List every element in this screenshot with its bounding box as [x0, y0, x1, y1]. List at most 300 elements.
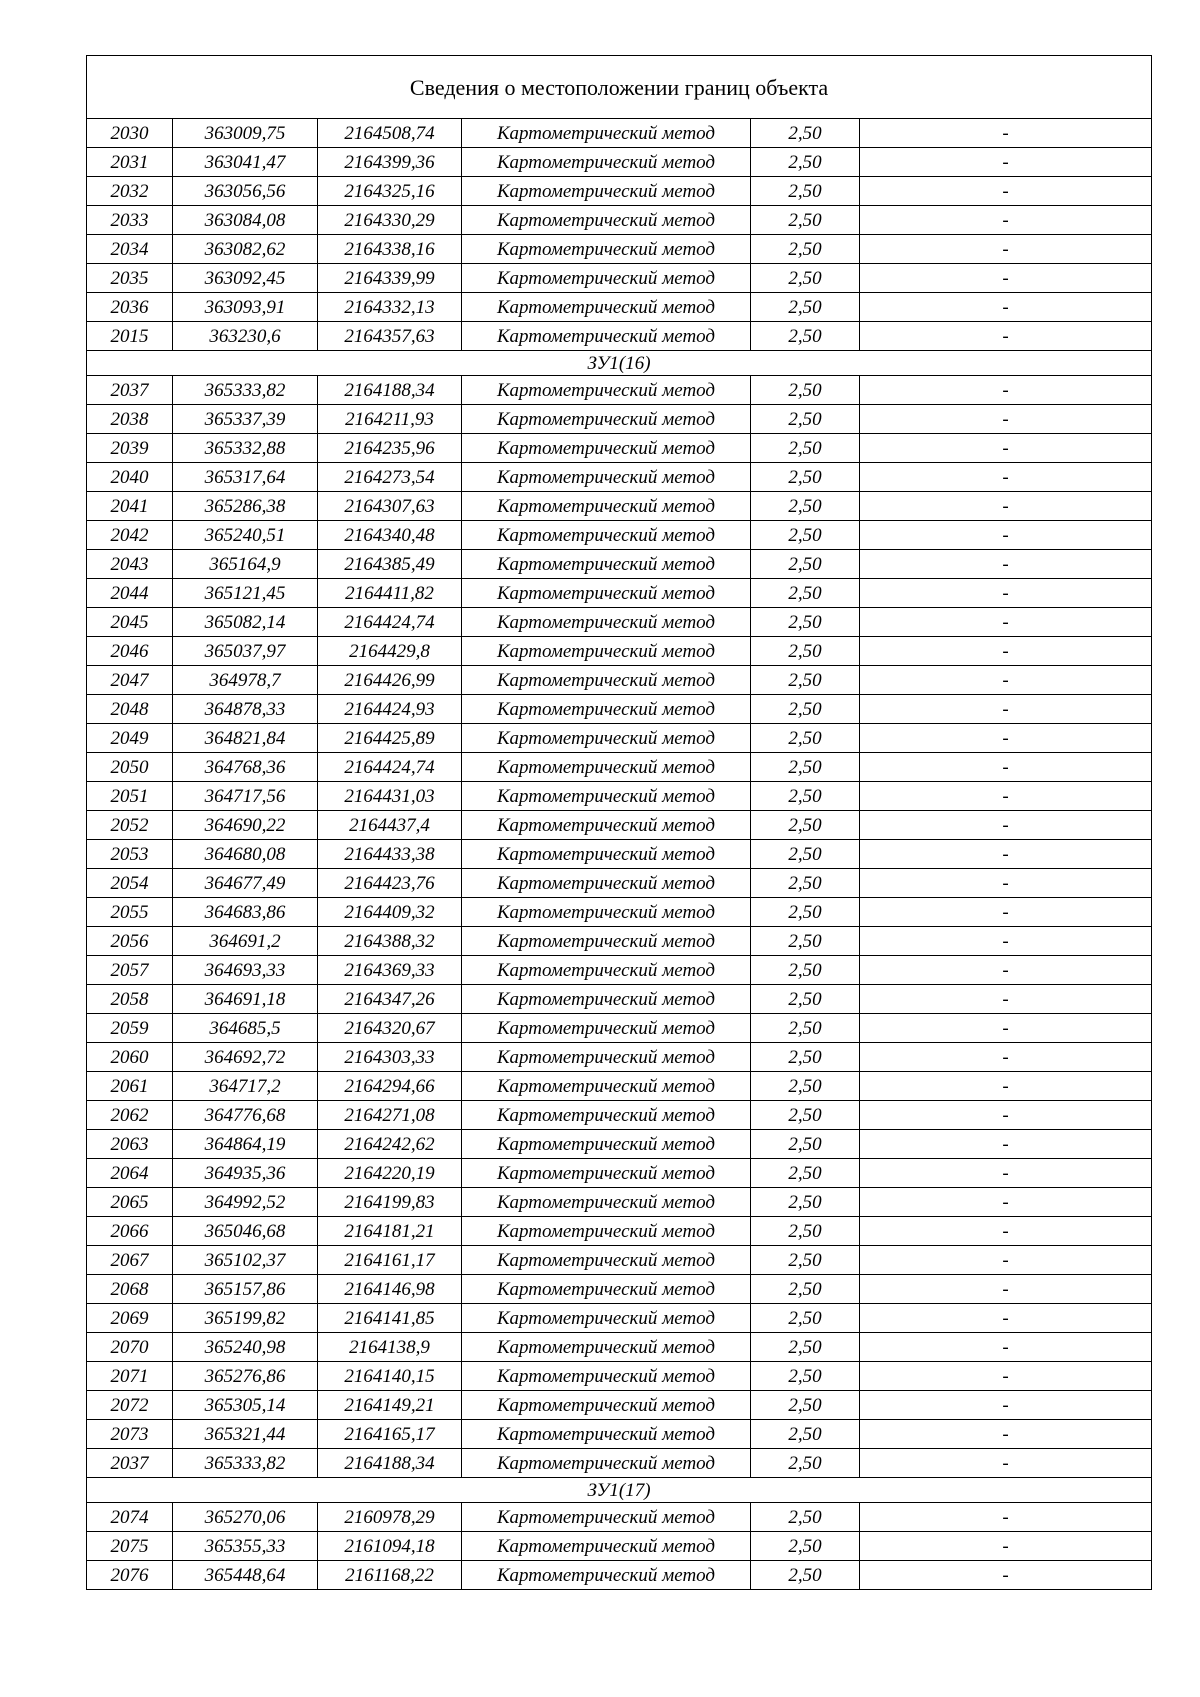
y-coordinate-cell: 2164146,98	[318, 1275, 462, 1304]
point-number-cell: 2064	[87, 1159, 173, 1188]
method-cell: Картометрический метод	[462, 293, 751, 322]
accuracy-cell: 2,50	[751, 840, 860, 869]
point-number-cell: 2054	[87, 869, 173, 898]
x-coordinate-cell: 365157,86	[173, 1275, 318, 1304]
x-coordinate-cell: 365337,39	[173, 405, 318, 434]
accuracy-cell: 2,50	[751, 293, 860, 322]
description-cell: -	[860, 235, 1152, 264]
description-cell: -	[860, 119, 1152, 148]
description-cell: -	[860, 1561, 1152, 1590]
y-coordinate-cell: 2164138,9	[318, 1333, 462, 1362]
table-row	[87, 782, 1152, 811]
table-row	[87, 898, 1152, 927]
table-row	[87, 264, 1152, 293]
method-cell: Картометрический метод	[462, 322, 751, 351]
point-number-cell: 2056	[87, 927, 173, 956]
table-row	[87, 322, 1152, 351]
point-number-cell: 2048	[87, 695, 173, 724]
point-number-cell: 2057	[87, 956, 173, 985]
description-cell: -	[860, 1275, 1152, 1304]
x-coordinate-cell: 364717,2	[173, 1072, 318, 1101]
point-number-cell: 2040	[87, 463, 173, 492]
y-coordinate-cell: 2164273,54	[318, 463, 462, 492]
point-number-cell: 2060	[87, 1043, 173, 1072]
accuracy-cell: 2,50	[751, 1217, 860, 1246]
y-coordinate-cell: 2164385,49	[318, 550, 462, 579]
description-cell: -	[860, 148, 1152, 177]
accuracy-cell: 2,50	[751, 521, 860, 550]
x-coordinate-cell: 364685,5	[173, 1014, 318, 1043]
table-row	[87, 724, 1152, 753]
y-coordinate-cell: 2164369,33	[318, 956, 462, 985]
table-row	[87, 492, 1152, 521]
table-row	[87, 1362, 1152, 1391]
point-number-cell: 2073	[87, 1420, 173, 1449]
x-coordinate-cell: 364768,36	[173, 753, 318, 782]
y-coordinate-cell: 2164220,19	[318, 1159, 462, 1188]
x-coordinate-cell: 363230,6	[173, 322, 318, 351]
y-coordinate-cell: 2164423,76	[318, 869, 462, 898]
description-cell: -	[860, 1391, 1152, 1420]
table-row	[87, 1503, 1152, 1532]
table-row	[87, 1246, 1152, 1275]
y-coordinate-cell: 2164437,4	[318, 811, 462, 840]
point-number-cell: 2043	[87, 550, 173, 579]
description-cell: -	[860, 1246, 1152, 1275]
y-coordinate-cell: 2164399,36	[318, 148, 462, 177]
section-heading: ЗУ1(17)	[87, 1478, 1152, 1503]
accuracy-cell: 2,50	[751, 1333, 860, 1362]
description-cell: -	[860, 1188, 1152, 1217]
accuracy-cell: 2,50	[751, 206, 860, 235]
x-coordinate-cell: 364717,56	[173, 782, 318, 811]
description-cell: -	[860, 206, 1152, 235]
accuracy-cell: 2,50	[751, 1275, 860, 1304]
method-cell: Картометрический метод	[462, 1449, 751, 1478]
method-cell: Картометрический метод	[462, 1503, 751, 1532]
method-cell: Картометрический метод	[462, 1420, 751, 1449]
description-cell: -	[860, 1159, 1152, 1188]
x-coordinate-cell: 365270,06	[173, 1503, 318, 1532]
table-row	[87, 956, 1152, 985]
method-cell: Картометрический метод	[462, 1217, 751, 1246]
y-coordinate-cell: 2164433,38	[318, 840, 462, 869]
x-coordinate-cell: 364864,19	[173, 1130, 318, 1159]
table-row	[87, 927, 1152, 956]
x-coordinate-cell: 365332,88	[173, 434, 318, 463]
point-number-cell: 2036	[87, 293, 173, 322]
table-row	[87, 235, 1152, 264]
y-coordinate-cell: 2164294,66	[318, 1072, 462, 1101]
point-number-cell: 2062	[87, 1101, 173, 1130]
y-coordinate-cell: 2164425,89	[318, 724, 462, 753]
accuracy-cell: 2,50	[751, 434, 860, 463]
x-coordinate-cell: 364677,49	[173, 869, 318, 898]
method-cell: Картометрический метод	[462, 1072, 751, 1101]
x-coordinate-cell: 364680,08	[173, 840, 318, 869]
accuracy-cell: 2,50	[751, 1304, 860, 1333]
x-coordinate-cell: 364776,68	[173, 1101, 318, 1130]
y-coordinate-cell: 2164424,74	[318, 753, 462, 782]
x-coordinate-cell: 363084,08	[173, 206, 318, 235]
method-cell: Картометрический метод	[462, 724, 751, 753]
x-coordinate-cell: 363082,62	[173, 235, 318, 264]
y-coordinate-cell: 2164307,63	[318, 492, 462, 521]
point-number-cell: 2075	[87, 1532, 173, 1561]
x-coordinate-cell: 364821,84	[173, 724, 318, 753]
x-coordinate-cell: 364683,86	[173, 898, 318, 927]
method-cell: Картометрический метод	[462, 463, 751, 492]
accuracy-cell: 2,50	[751, 148, 860, 177]
description-cell: -	[860, 637, 1152, 666]
description-cell: -	[860, 724, 1152, 753]
method-cell: Картометрический метод	[462, 148, 751, 177]
method-cell: Картометрический метод	[462, 521, 751, 550]
point-number-cell: 2041	[87, 492, 173, 521]
method-cell: Картометрический метод	[462, 492, 751, 521]
point-number-cell: 2072	[87, 1391, 173, 1420]
method-cell: Картометрический метод	[462, 264, 751, 293]
description-cell: -	[860, 869, 1152, 898]
x-coordinate-cell: 364935,36	[173, 1159, 318, 1188]
accuracy-cell: 2,50	[751, 811, 860, 840]
description-cell: -	[860, 463, 1152, 492]
y-coordinate-cell: 2164508,74	[318, 119, 462, 148]
accuracy-cell: 2,50	[751, 376, 860, 405]
point-number-cell: 2052	[87, 811, 173, 840]
table-row	[87, 1014, 1152, 1043]
description-cell: -	[860, 1449, 1152, 1478]
x-coordinate-cell: 365199,82	[173, 1304, 318, 1333]
method-cell: Картометрический метод	[462, 753, 751, 782]
point-number-cell: 2065	[87, 1188, 173, 1217]
table-row	[87, 840, 1152, 869]
y-coordinate-cell: 2164165,17	[318, 1420, 462, 1449]
method-cell: Картометрический метод	[462, 1333, 751, 1362]
description-cell: -	[860, 753, 1152, 782]
method-cell: Картометрический метод	[462, 637, 751, 666]
table-row	[87, 1130, 1152, 1159]
table-row	[87, 1420, 1152, 1449]
x-coordinate-cell: 364691,18	[173, 985, 318, 1014]
table-row	[87, 579, 1152, 608]
table-row	[87, 666, 1152, 695]
point-number-cell: 2076	[87, 1561, 173, 1590]
accuracy-cell: 2,50	[751, 1101, 860, 1130]
method-cell: Картометрический метод	[462, 550, 751, 579]
method-cell: Картометрический метод	[462, 1188, 751, 1217]
x-coordinate-cell: 364693,33	[173, 956, 318, 985]
table-row	[87, 1101, 1152, 1130]
description-cell: -	[860, 927, 1152, 956]
description-cell: -	[860, 666, 1152, 695]
accuracy-cell: 2,50	[751, 235, 860, 264]
accuracy-cell: 2,50	[751, 1561, 860, 1590]
accuracy-cell: 2,50	[751, 985, 860, 1014]
table-title: Сведения о местоположении границ объекта	[87, 56, 1152, 119]
method-cell: Картометрический метод	[462, 869, 751, 898]
point-number-cell: 2042	[87, 521, 173, 550]
point-number-cell: 2067	[87, 1246, 173, 1275]
table-row	[87, 376, 1152, 405]
accuracy-cell: 2,50	[751, 898, 860, 927]
point-number-cell: 2039	[87, 434, 173, 463]
accuracy-cell: 2,50	[751, 1449, 860, 1478]
accuracy-cell: 2,50	[751, 956, 860, 985]
y-coordinate-cell: 2164388,32	[318, 927, 462, 956]
method-cell: Картометрический метод	[462, 177, 751, 206]
method-cell: Картометрический метод	[462, 1014, 751, 1043]
point-number-cell: 2045	[87, 608, 173, 637]
method-cell: Картометрический метод	[462, 1275, 751, 1304]
table-row	[87, 1159, 1152, 1188]
accuracy-cell: 2,50	[751, 492, 860, 521]
x-coordinate-cell: 365355,33	[173, 1532, 318, 1561]
x-coordinate-cell: 365448,64	[173, 1561, 318, 1590]
y-coordinate-cell: 2164149,21	[318, 1391, 462, 1420]
method-cell: Картометрический метод	[462, 1362, 751, 1391]
point-number-cell: 2049	[87, 724, 173, 753]
accuracy-cell: 2,50	[751, 695, 860, 724]
point-number-cell: 2061	[87, 1072, 173, 1101]
method-cell: Картометрический метод	[462, 608, 751, 637]
table-row	[87, 695, 1152, 724]
y-coordinate-cell: 2164409,32	[318, 898, 462, 927]
accuracy-cell: 2,50	[751, 119, 860, 148]
method-cell: Картометрический метод	[462, 927, 751, 956]
y-coordinate-cell: 2164347,26	[318, 985, 462, 1014]
description-cell: -	[860, 579, 1152, 608]
table-row	[87, 119, 1152, 148]
description-cell: -	[860, 434, 1152, 463]
method-cell: Картометрический метод	[462, 1532, 751, 1561]
table-row	[87, 1532, 1152, 1561]
accuracy-cell: 2,50	[751, 579, 860, 608]
accuracy-cell: 2,50	[751, 753, 860, 782]
description-cell: -	[860, 1072, 1152, 1101]
method-cell: Картометрический метод	[462, 985, 751, 1014]
accuracy-cell: 2,50	[751, 550, 860, 579]
method-cell: Картометрический метод	[462, 119, 751, 148]
point-number-cell: 2051	[87, 782, 173, 811]
description-cell: -	[860, 293, 1152, 322]
x-coordinate-cell: 365240,51	[173, 521, 318, 550]
accuracy-cell: 2,50	[751, 463, 860, 492]
description-cell: -	[860, 956, 1152, 985]
point-number-cell: 2037	[87, 1449, 173, 1478]
boundary-table	[86, 55, 1152, 1590]
table-row	[87, 985, 1152, 1014]
accuracy-cell: 2,50	[751, 264, 860, 293]
accuracy-cell: 2,50	[751, 1043, 860, 1072]
method-cell: Картометрический метод	[462, 434, 751, 463]
table-row	[87, 753, 1152, 782]
x-coordinate-cell: 365082,14	[173, 608, 318, 637]
accuracy-cell: 2,50	[751, 1503, 860, 1532]
table-row	[87, 405, 1152, 434]
method-cell: Картометрический метод	[462, 579, 751, 608]
point-number-cell: 2050	[87, 753, 173, 782]
y-coordinate-cell: 2164325,16	[318, 177, 462, 206]
accuracy-cell: 2,50	[751, 608, 860, 637]
section-heading-row	[87, 1478, 1152, 1503]
method-cell: Картометрический метод	[462, 1101, 751, 1130]
description-cell: -	[860, 376, 1152, 405]
x-coordinate-cell: 363041,47	[173, 148, 318, 177]
y-coordinate-cell: 2164431,03	[318, 782, 462, 811]
y-coordinate-cell: 2164357,63	[318, 322, 462, 351]
accuracy-cell: 2,50	[751, 927, 860, 956]
table-row	[87, 811, 1152, 840]
point-number-cell: 2035	[87, 264, 173, 293]
table-body	[87, 56, 1152, 1590]
x-coordinate-cell: 365102,37	[173, 1246, 318, 1275]
y-coordinate-cell: 2164340,48	[318, 521, 462, 550]
point-number-cell: 2044	[87, 579, 173, 608]
table-row	[87, 1072, 1152, 1101]
method-cell: Картометрический метод	[462, 1159, 751, 1188]
x-coordinate-cell: 365046,68	[173, 1217, 318, 1246]
method-cell: Картометрический метод	[462, 1130, 751, 1159]
table-row	[87, 434, 1152, 463]
table-row	[87, 293, 1152, 322]
accuracy-cell: 2,50	[751, 1188, 860, 1217]
x-coordinate-cell: 365333,82	[173, 1449, 318, 1478]
section-heading: ЗУ1(16)	[87, 351, 1152, 376]
y-coordinate-cell: 2160978,29	[318, 1503, 462, 1532]
x-coordinate-cell: 363093,91	[173, 293, 318, 322]
accuracy-cell: 2,50	[751, 405, 860, 434]
point-number-cell: 2034	[87, 235, 173, 264]
y-coordinate-cell: 2164188,34	[318, 1449, 462, 1478]
accuracy-cell: 2,50	[751, 782, 860, 811]
accuracy-cell: 2,50	[751, 869, 860, 898]
table-row	[87, 1333, 1152, 1362]
description-cell: -	[860, 1217, 1152, 1246]
y-coordinate-cell: 2161168,22	[318, 1561, 462, 1590]
y-coordinate-cell: 2164161,17	[318, 1246, 462, 1275]
point-number-cell: 2070	[87, 1333, 173, 1362]
y-coordinate-cell: 2164332,13	[318, 293, 462, 322]
y-coordinate-cell: 2164320,67	[318, 1014, 462, 1043]
description-cell: -	[860, 1304, 1152, 1333]
point-number-cell: 2053	[87, 840, 173, 869]
point-number-cell: 2037	[87, 376, 173, 405]
description-cell: -	[860, 840, 1152, 869]
description-cell: -	[860, 1532, 1152, 1561]
method-cell: Картометрический метод	[462, 1043, 751, 1072]
x-coordinate-cell: 364992,52	[173, 1188, 318, 1217]
accuracy-cell: 2,50	[751, 1014, 860, 1043]
point-number-cell: 2031	[87, 148, 173, 177]
x-coordinate-cell: 365121,45	[173, 579, 318, 608]
accuracy-cell: 2,50	[751, 1532, 860, 1561]
description-cell: -	[860, 608, 1152, 637]
x-coordinate-cell: 365286,38	[173, 492, 318, 521]
table-row	[87, 463, 1152, 492]
point-number-cell: 2058	[87, 985, 173, 1014]
point-number-cell: 2015	[87, 322, 173, 351]
table-row	[87, 177, 1152, 206]
y-coordinate-cell: 2164411,82	[318, 579, 462, 608]
y-coordinate-cell: 2164199,83	[318, 1188, 462, 1217]
point-number-cell: 2063	[87, 1130, 173, 1159]
y-coordinate-cell: 2164211,93	[318, 405, 462, 434]
x-coordinate-cell: 365321,44	[173, 1420, 318, 1449]
method-cell: Картометрический метод	[462, 235, 751, 264]
method-cell: Картометрический метод	[462, 405, 751, 434]
y-coordinate-cell: 2164338,16	[318, 235, 462, 264]
y-coordinate-cell: 2164235,96	[318, 434, 462, 463]
description-cell: -	[860, 1043, 1152, 1072]
accuracy-cell: 2,50	[751, 724, 860, 753]
x-coordinate-cell: 364691,2	[173, 927, 318, 956]
point-number-cell: 2038	[87, 405, 173, 434]
point-number-cell: 2074	[87, 1503, 173, 1532]
description-cell: -	[860, 811, 1152, 840]
description-cell: -	[860, 322, 1152, 351]
title-row	[87, 56, 1152, 119]
x-coordinate-cell: 363009,75	[173, 119, 318, 148]
description-cell: -	[860, 985, 1152, 1014]
description-cell: -	[860, 550, 1152, 579]
method-cell: Картометрический метод	[462, 782, 751, 811]
point-number-cell: 2059	[87, 1014, 173, 1043]
accuracy-cell: 2,50	[751, 637, 860, 666]
point-number-cell: 2046	[87, 637, 173, 666]
description-cell: -	[860, 177, 1152, 206]
table-row	[87, 1188, 1152, 1217]
y-coordinate-cell: 2161094,18	[318, 1532, 462, 1561]
y-coordinate-cell: 2164424,93	[318, 695, 462, 724]
method-cell: Картометрический метод	[462, 956, 751, 985]
x-coordinate-cell: 365276,86	[173, 1362, 318, 1391]
description-cell: -	[860, 782, 1152, 811]
point-number-cell: 2030	[87, 119, 173, 148]
accuracy-cell: 2,50	[751, 177, 860, 206]
point-number-cell: 2055	[87, 898, 173, 927]
accuracy-cell: 2,50	[751, 322, 860, 351]
y-coordinate-cell: 2164140,15	[318, 1362, 462, 1391]
table-row	[87, 1217, 1152, 1246]
x-coordinate-cell: 365037,97	[173, 637, 318, 666]
description-cell: -	[860, 1420, 1152, 1449]
table-row	[87, 550, 1152, 579]
accuracy-cell: 2,50	[751, 1362, 860, 1391]
x-coordinate-cell: 364978,7	[173, 666, 318, 695]
table-row	[87, 521, 1152, 550]
method-cell: Картометрический метод	[462, 666, 751, 695]
table-row	[87, 1304, 1152, 1333]
description-cell: -	[860, 1333, 1152, 1362]
method-cell: Картометрический метод	[462, 1391, 751, 1420]
section-heading-row	[87, 351, 1152, 376]
point-number-cell: 2068	[87, 1275, 173, 1304]
description-cell: -	[860, 695, 1152, 724]
table-row	[87, 148, 1152, 177]
description-cell: -	[860, 1362, 1152, 1391]
method-cell: Картометрический метод	[462, 376, 751, 405]
point-number-cell: 2071	[87, 1362, 173, 1391]
point-number-cell: 2047	[87, 666, 173, 695]
x-coordinate-cell: 363056,56	[173, 177, 318, 206]
accuracy-cell: 2,50	[751, 666, 860, 695]
y-coordinate-cell: 2164271,08	[318, 1101, 462, 1130]
method-cell: Картометрический метод	[462, 206, 751, 235]
y-coordinate-cell: 2164330,29	[318, 206, 462, 235]
table-row	[87, 608, 1152, 637]
table-row	[87, 1043, 1152, 1072]
